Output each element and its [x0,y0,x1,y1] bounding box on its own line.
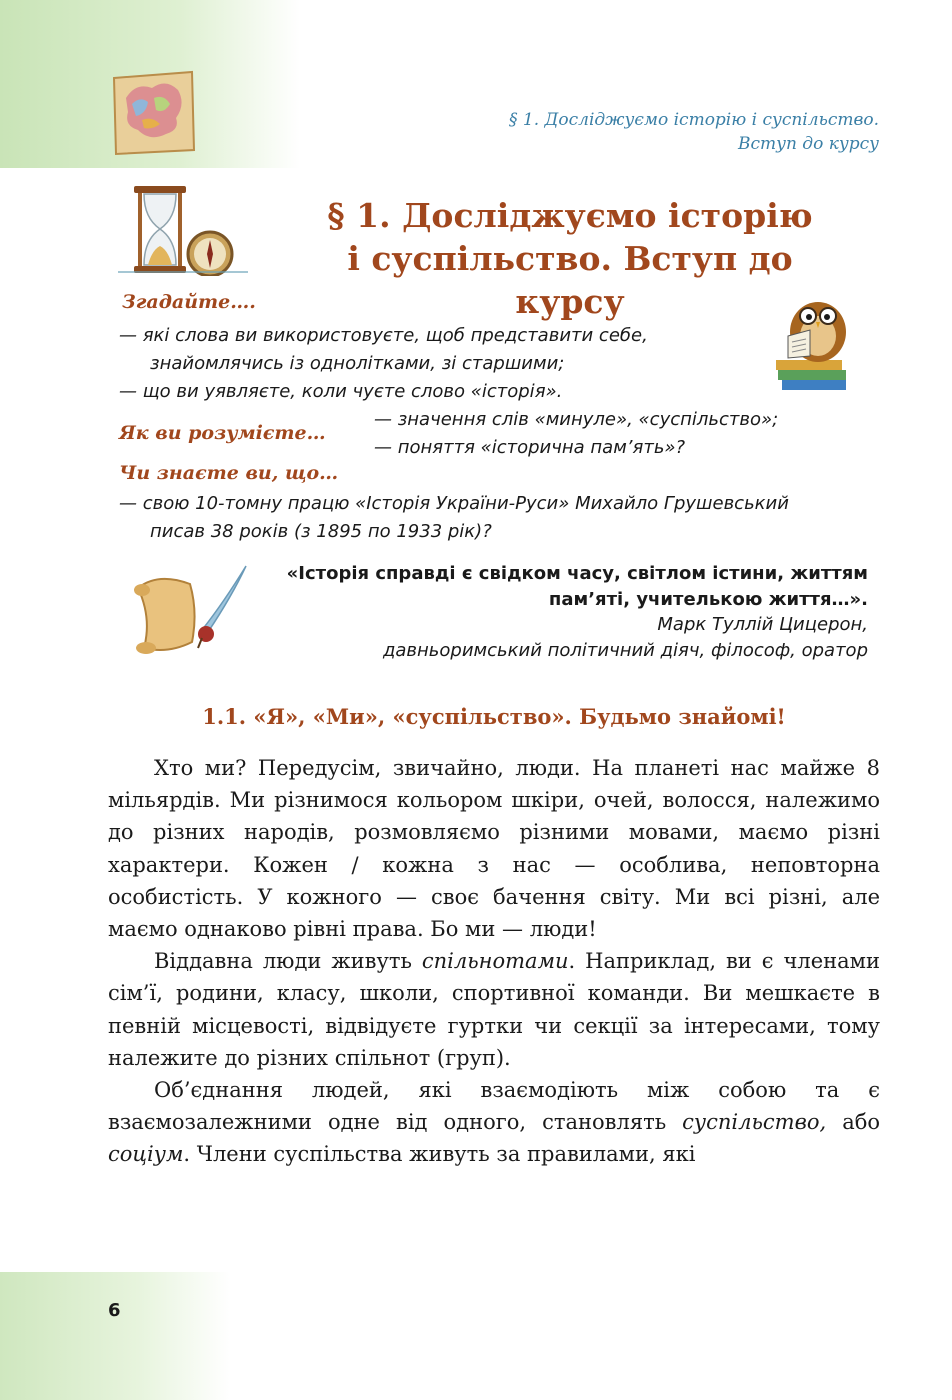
page-number: 6 [108,1300,121,1321]
paragraph-1: Хто ми? Передусім, звичайно, люди. На планеті нас майже 8 мільярдів. Ми різнимося кольором шкіри, очей, волосся, належимо до різних народів, розмовляємо різними мовами, маємо різні характери. Кожен / кожна з нас — особлива, неповторна особистість. У кожного — своє бачення світу. Ми всі різні, але маємо однаково рівні права. Бо ми — люди! [108,756,880,942]
paragraph-3-text-b: або [826,1110,880,1135]
remember-line1: — які слова ви використовуєте, щоб представити себе, [119,325,648,346]
paragraph-3-text-a: Об’єднання людей, які взаємодіють між собою та є взаємозалежними одне від одного, становлять [108,1078,880,1135]
understand-line1: — значення слів «минуле», «суспільство»; [374,409,779,430]
page-corner-decoration-bottom [0,1272,230,1400]
know-line2: писав 38 років (з 1895 по 1933 рік)? [150,521,492,542]
paragraph-2-text-b: . Наприклад, ви є членами сім’ї, родини, класу, школи, спортивної команди. Ви мешкаєте в певній місцевості, відвідуєте гуртки чи секції за інтересами, тому належите до різних спільнот (груп). [108,949,880,1070]
page-title-line2: і суспільство. Вступ до курсу [347,239,793,321]
page-title-line1: § 1. Досліджуємо історію [327,196,813,235]
paragraph-2-text-a: Віддавна люди живуть [154,949,422,974]
quote-author-description: давньоримський політичний діяч, філософ, оратор [382,640,868,661]
running-head [459,108,879,156]
hourglass-compass-icon [112,180,252,276]
know-heading: Чи знаєте ви, що… [119,462,339,484]
europe-map-emblem-icon [106,68,200,158]
owl-reading-icon [770,292,854,396]
remember-line2: знайомлячись із однолітками, зі старшими; [150,353,565,374]
running-head-line1: § 1. Досліджуємо історію і суспільство. [509,110,879,130]
paragraph-3 [108,1074,880,1171]
term-socium: соціум [108,1142,184,1167]
understand-heading: Як ви розумієте… [119,422,326,444]
term-society: суспільство, [682,1110,827,1135]
page-title [290,194,850,323]
remember-heading: Згадайте…. [122,291,256,313]
section-title: 1.1. «Я», «Ми», «суспільство». Будьмо знайомі! [202,704,786,729]
main-text [108,752,880,1171]
know-line1: — свою 10-томну працю «Історія України-Руси» Михайло Грушевський [119,493,789,514]
understand-line2: — поняття «історична пам’ять»? [374,437,686,458]
quote-author: Марк Туллій Цицерон, [657,614,868,635]
scroll-quill-icon [128,562,252,660]
paragraph-2 [108,945,880,1074]
paragraph-3-text-c: . Члени суспільства живуть за правилами, які [183,1142,696,1167]
running-head-line2: Вступ до курсу [737,134,879,154]
quote-line2: пам’яті, учителькою життя…». [548,589,868,610]
term-communities: спільнотами [421,949,569,974]
quote-line1: «Історія справді є свідком часу, світлом істини, життям [286,563,868,584]
remember-line3: — що ви уявляєте, коли чуєте слово «історія». [119,381,563,402]
